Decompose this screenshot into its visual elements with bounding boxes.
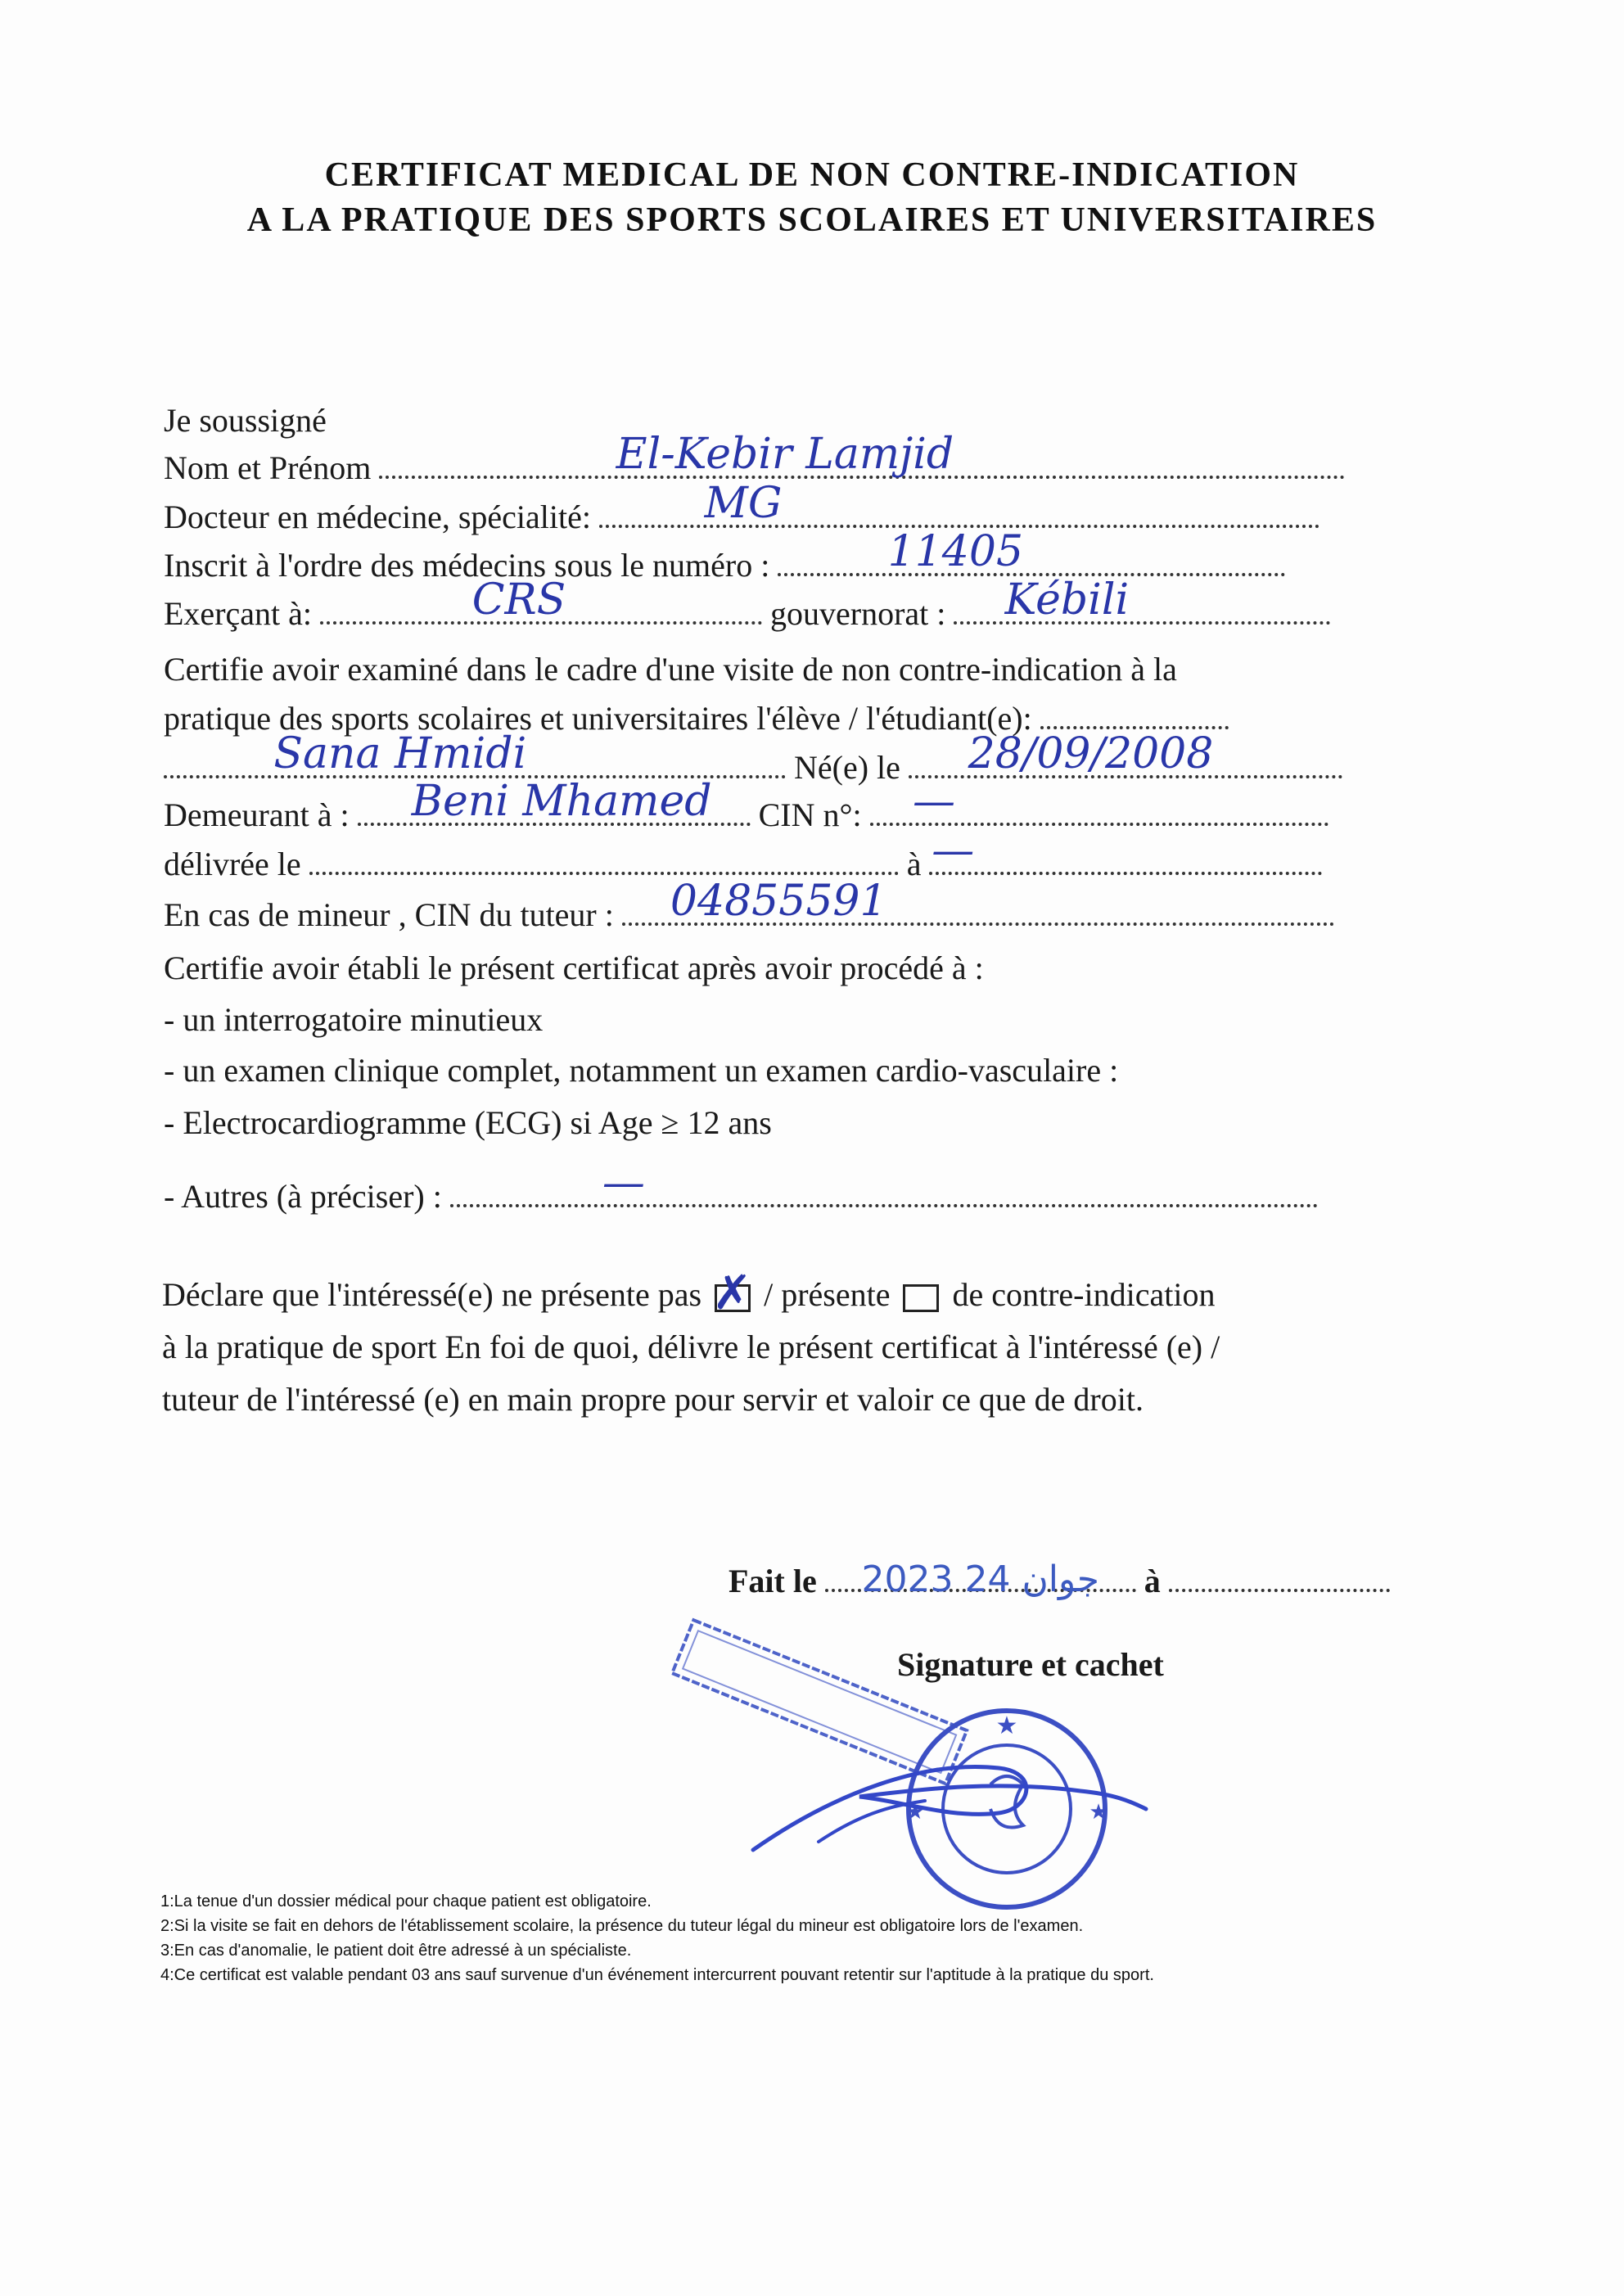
svg-text:★: ★ <box>1089 1800 1108 1825</box>
item-interrogatoire <box>164 997 1408 1043</box>
gouvernorat-value: Kébili <box>1004 575 1130 625</box>
cin-value: — <box>912 777 955 826</box>
item-ecg <box>164 1100 1408 1146</box>
nom-value: El-Kebir Lamjid <box>616 430 954 479</box>
ne-value: 28/09/2008 <box>968 729 1214 778</box>
numero-field[interactable] <box>778 527 1285 576</box>
fait-le-line <box>729 1558 1390 1600</box>
specialite-value: MG <box>704 479 783 528</box>
delivree-value: — <box>932 826 975 875</box>
etabli-line <box>164 945 1408 991</box>
certificate-title-line1: CERTIFICAT MEDICAL DE NON CONTRE-INDICATION <box>324 156 1300 194</box>
item-examen-clinique <box>164 1048 1408 1094</box>
svg-text:★: ★ <box>995 1712 1018 1740</box>
inscrit-label: Inscrit à l'ordre des médecins sous le numéro : <box>164 547 770 584</box>
item-1-text: - un interrogatoire minutieux <box>164 1001 544 1038</box>
gouvernorat-field[interactable] <box>954 575 1330 625</box>
cin-label: CIN n°: <box>758 796 862 833</box>
mineur-value: 04855591 <box>670 877 887 926</box>
delivree-date-field[interactable] <box>309 847 899 875</box>
footnote-2: 2:Si la visite se fait en dehors de l'établissement scolaire, la présence du tuteur légal du mineur est obligatoire lors de l'examen. <box>160 1917 1084 1935</box>
autres-field[interactable] <box>450 1158 1318 1207</box>
nom-label: Nom et Prénom <box>164 449 372 486</box>
check-mark-icon: ✗ <box>712 1264 752 1320</box>
certifie-line1 <box>164 647 1408 692</box>
demeurant-line <box>164 777 1408 838</box>
checkbox-ne-presente-pas[interactable] <box>712 1264 752 1320</box>
item-2-text: - un examen clinique complet, notamment un examen cardio-vasculaire : <box>164 1052 1119 1089</box>
declaration-part2: / présente <box>764 1276 891 1313</box>
fait-a-label: à <box>1144 1563 1161 1599</box>
footnote-3: 3:En cas d'anomalie, le patient doit être adressé à un spécialiste. <box>160 1942 632 1960</box>
footnotes <box>160 1889 1437 1987</box>
fait-date-stamp: 2023 جوان 24 <box>861 1558 1099 1600</box>
exercant-label: Exerçant à: <box>164 595 312 632</box>
delivree-a-label: à <box>906 846 922 882</box>
ne-label: Né(e) le <box>794 749 900 786</box>
docteur-label: Docteur en médecine, spécialité: <box>164 498 591 535</box>
demeurant-value: Beni Mhamed <box>411 777 712 826</box>
signature-label: Signature et cachet <box>897 1646 1164 1683</box>
gouvernorat-label: gouvernorat : <box>770 595 946 632</box>
declaration-line1 <box>162 1264 1439 1321</box>
demeurant-label: Demeurant à : <box>164 796 350 833</box>
fait-date-field[interactable] <box>825 1558 1136 1600</box>
exercant-field[interactable] <box>320 575 762 625</box>
svg-text:★: ★ <box>905 1800 925 1825</box>
eleve-field[interactable] <box>164 729 786 778</box>
footnote-1: 1:La tenue d'un dossier médical pour chaque patient est obligatoire. <box>160 1892 652 1910</box>
cin-field[interactable] <box>870 777 1329 826</box>
ne-field[interactable] <box>909 729 1342 778</box>
fait-label: Fait le <box>729 1563 817 1599</box>
eleve-field-start[interactable] <box>1040 701 1229 729</box>
autres-line <box>164 1158 1408 1220</box>
certifie-text-1: Certifie avoir examiné dans le cadre d'une visite de non contre-indication à la <box>164 651 1177 688</box>
item-3-text: - Electrocardiogramme (ECG) si Age ≥ 12 ans <box>164 1104 772 1141</box>
fait-lieu-field[interactable] <box>1169 1564 1390 1592</box>
demeurant-field[interactable] <box>358 777 751 826</box>
inscrit-line <box>164 527 1408 589</box>
declaration-part3: de contre-indication <box>952 1276 1216 1313</box>
delivree-lieu-field[interactable] <box>929 826 1322 875</box>
exercant-value: CRS <box>471 575 566 625</box>
eleve-value: Sana Hmidi <box>273 729 527 778</box>
soussigne-label: Je soussigné <box>164 402 327 439</box>
declaration-part1: Déclare que l'intéressé(e) ne présente pas <box>162 1276 702 1313</box>
eleve-line <box>164 729 1408 791</box>
declaration-line2: à la pratique de sport En foi de quoi, délivre le présent certificat à l'intéressé (e) / <box>162 1328 1220 1365</box>
certifie-text-2: pratique des sports scolaires et universitaires l'élève / l'étudiant(e): <box>164 700 1032 737</box>
declaration-line3: tuteur de l'intéressé (e) en main propre pour servir et valoir ce que de droit. <box>162 1381 1144 1418</box>
footnote-4: 4:Ce certificat est valable pendant 03 ans sauf survenue d'un événement intercurrent pouvant retentir sur l'aptitude à la pratique du sport. <box>160 1966 1154 1984</box>
nom-line <box>164 430 1408 491</box>
docteur-line <box>164 479 1408 540</box>
checkbox-presente[interactable] <box>903 1284 939 1312</box>
specialite-field[interactable] <box>599 479 1320 528</box>
mineur-field[interactable] <box>622 877 1334 926</box>
certificate-title-line2: A LA PRATIQUE DES SPORTS SCOLAIRES ET UNIVERSITAIRES <box>246 201 1378 239</box>
numero-value: 11405 <box>887 527 1024 576</box>
declaration-paragraph <box>162 1264 1439 1426</box>
nom-field[interactable] <box>379 430 1345 479</box>
mineur-line <box>164 877 1408 938</box>
autres-value: — <box>602 1158 645 1207</box>
mineur-label: En cas de mineur , CIN du tuteur : <box>164 896 614 933</box>
etabli-text: Certifie avoir établi le présent certificat après avoir procédé à : <box>164 950 984 986</box>
autres-label: - Autres (à préciser) : <box>164 1178 442 1215</box>
delivree-label: délivrée le <box>164 846 301 882</box>
exercant-line <box>164 575 1408 637</box>
